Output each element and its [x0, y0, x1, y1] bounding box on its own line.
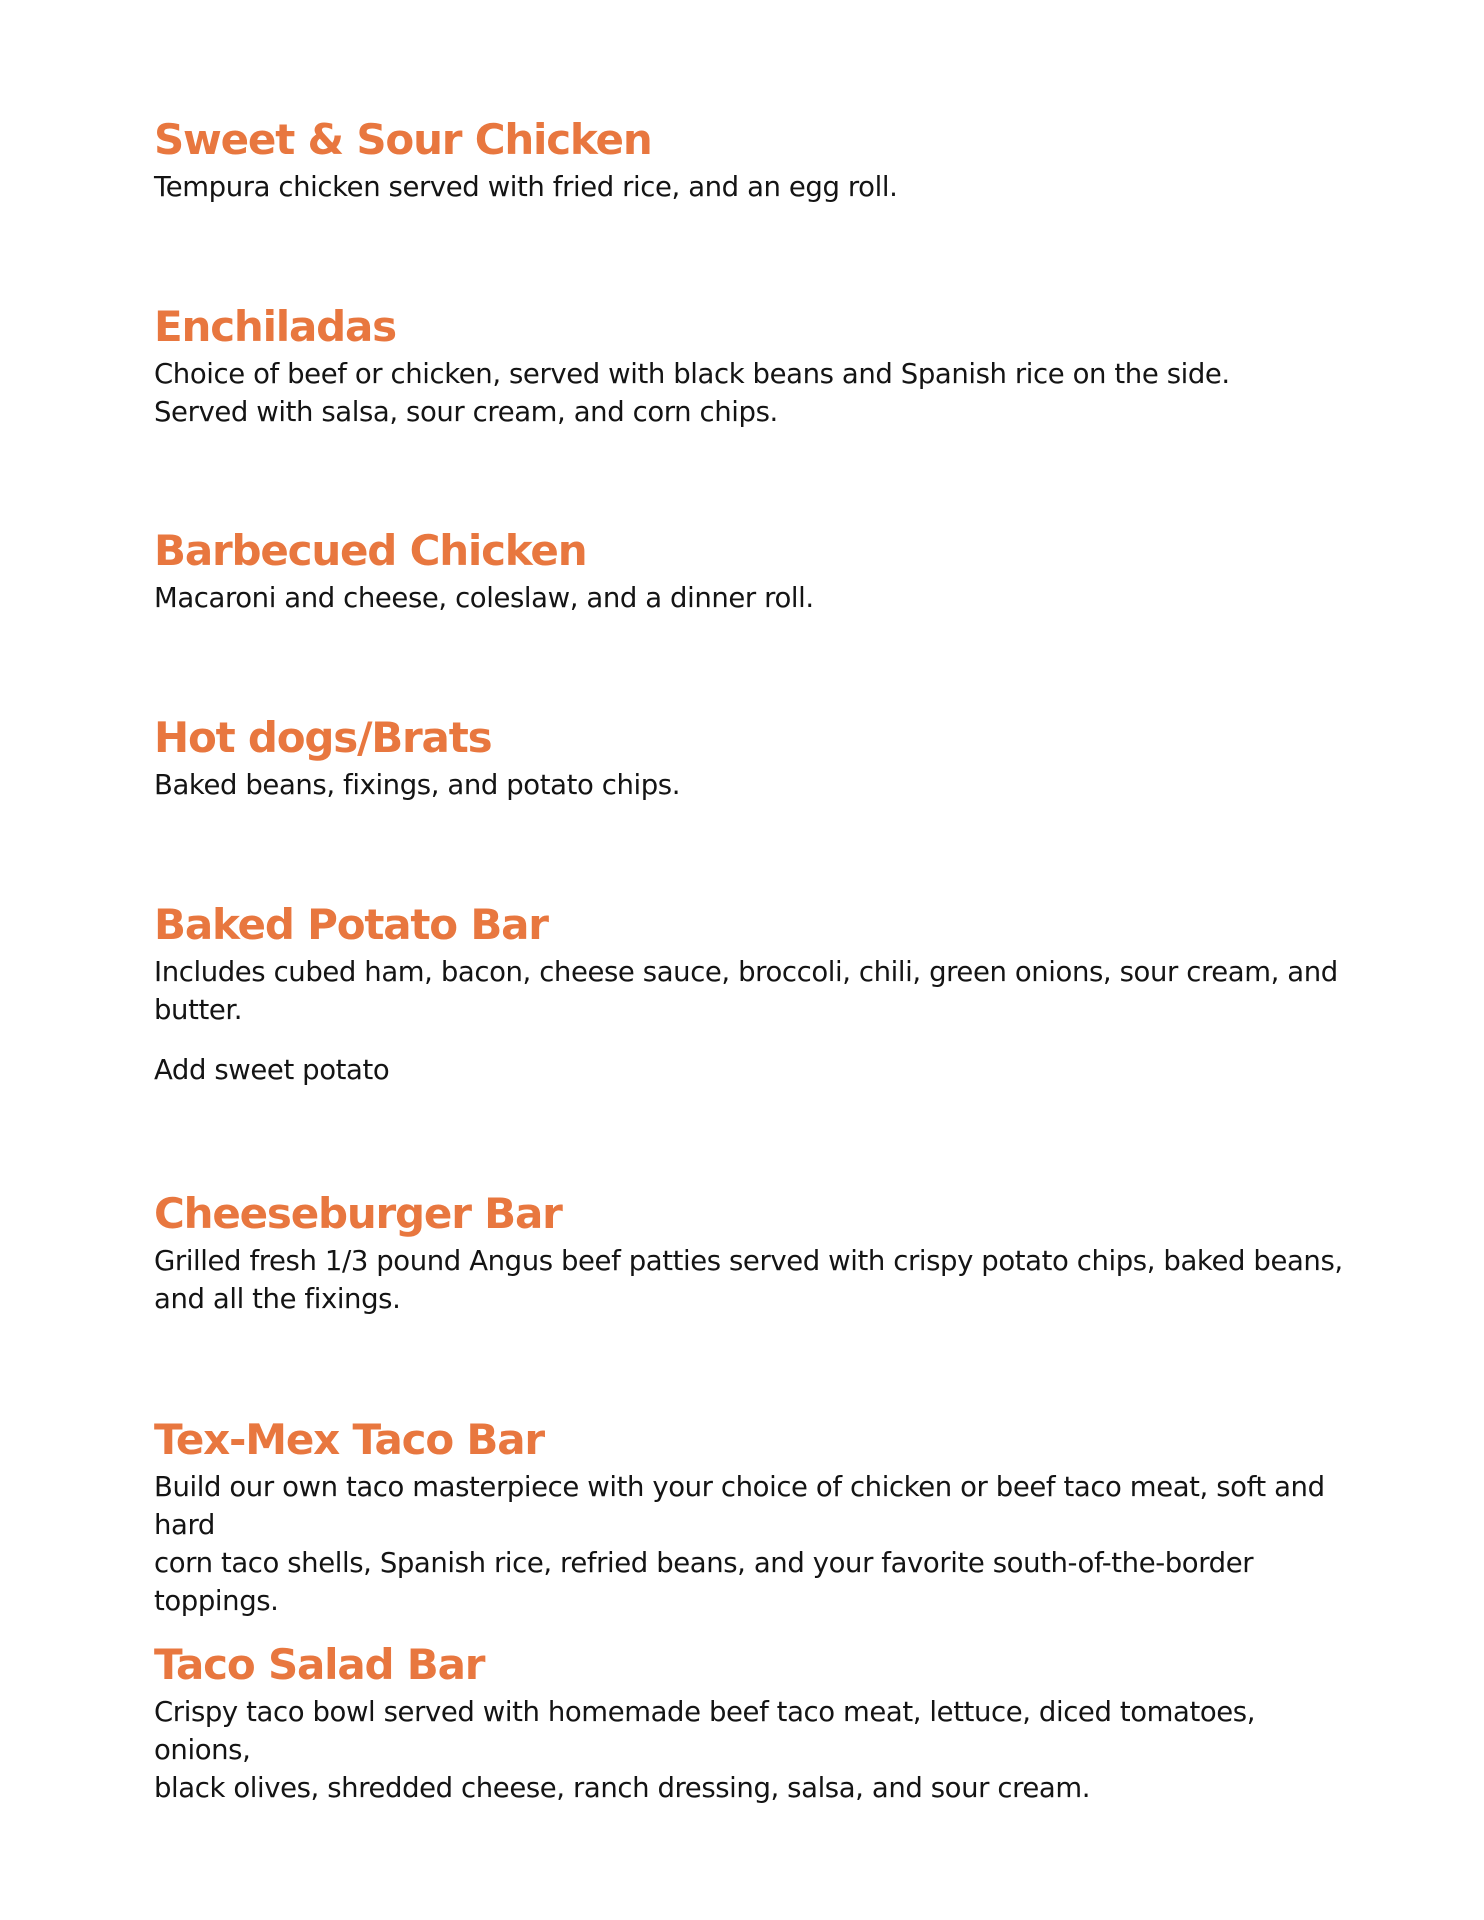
- menu-item-title: Taco Salad Bar: [154, 1640, 485, 1689]
- menu-item-description: Crispy taco bowl served with homemade beef taco meat, lettuce, diced tomatoes, onions, black olives, shredded cheese, ranch dressing, salsa, and sour cream.: [154, 1696, 1256, 1804]
- menu-item-title: Barbecued Chicken: [154, 526, 587, 575]
- menu-item-title: Hot dogs/Brats: [154, 713, 492, 762]
- menu-item-enchiladas: [154, 299, 1230, 431]
- menu-item-title: Sweet & Sour Chicken: [154, 115, 652, 164]
- menu-item-add-on: Add sweet potato: [154, 1054, 390, 1086]
- menu-item-baked-potato-bar: [154, 897, 1338, 1089]
- menu-item-title: Enchiladas: [154, 302, 396, 351]
- menu-item-cheeseburger-bar: [154, 1186, 1343, 1318]
- menu-item-taco-salad-bar: [154, 1637, 1354, 1807]
- menu-item-title: Baked Potato Bar: [154, 900, 548, 949]
- menu-item-description: Build our own taco masterpiece with your choice of chicken or beef taco meat, soft and hard corn taco shells, Spanish rice, refried beans, and your favorite south-of-the-border toppings.: [154, 1471, 1325, 1617]
- menu-item-title: Cheeseburger Bar: [154, 1189, 562, 1238]
- menu-item-description: Tempura chicken served with fried rice, and an egg roll.: [154, 171, 898, 203]
- menu-item-description: Includes cubed ham, bacon, cheese sauce, broccoli, chili, green onions, sour cream, and butter.: [154, 956, 1338, 1026]
- menu-item-tex-mex-taco-bar: [154, 1412, 1354, 1620]
- menu-item-description: Choice of beef or chicken, served with black beans and Spanish rice on the side. Served with salsa, sour cream, and corn chips.: [154, 358, 1230, 428]
- menu-item-description: Grilled fresh 1/3 pound Angus beef patties served with crispy potato chips, baked beans, and all the fixings.: [154, 1245, 1343, 1315]
- menu-item-description: Baked beans, fixings, and potato chips.: [154, 769, 681, 801]
- menu-item-hot-dogs-brats: [154, 710, 680, 804]
- menu-item-description: Macaroni and cheese, coleslaw, and a dinner roll.: [154, 582, 814, 614]
- menu-item-barbecued-chicken: [154, 523, 814, 617]
- menu-item-title: Tex-Mex Taco Bar: [154, 1415, 544, 1464]
- menu-item-sweet-sour-chicken: [154, 112, 897, 206]
